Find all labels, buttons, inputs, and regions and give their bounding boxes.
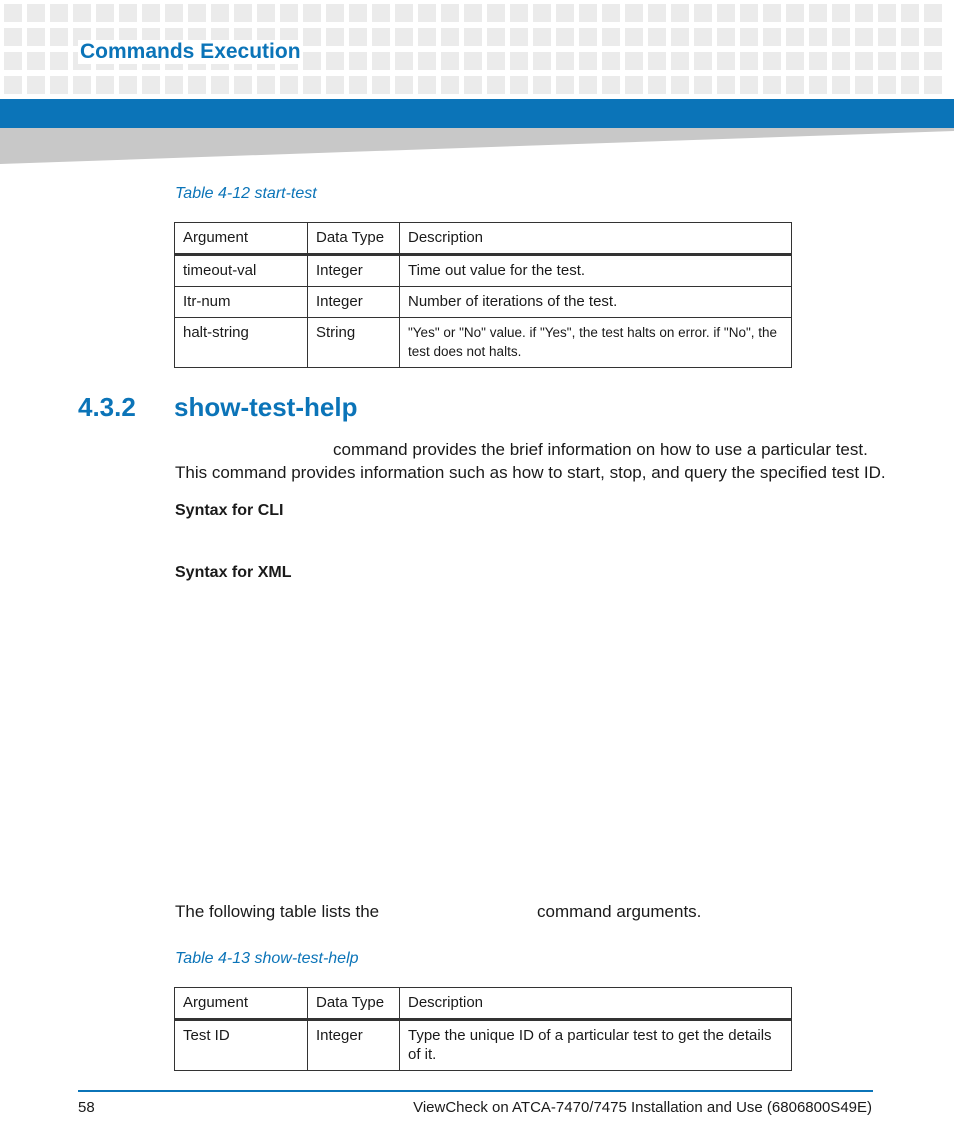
header-tile (832, 52, 850, 70)
syntax-cli-heading: Syntax for CLI (175, 502, 284, 519)
table-cell: Integer (308, 287, 400, 318)
header-tile (510, 4, 528, 22)
header-tile (556, 76, 574, 94)
header-tile (395, 28, 413, 46)
header-tile (740, 28, 758, 46)
header-tile (4, 28, 22, 46)
header-tile (50, 28, 68, 46)
header-tile (740, 4, 758, 22)
table-cell: Itr-num (175, 287, 308, 318)
header-tile (694, 76, 712, 94)
header-tile (579, 28, 597, 46)
section-heading (78, 392, 357, 423)
header-tile (648, 52, 666, 70)
header-tile (96, 4, 114, 22)
header-tile (27, 76, 45, 94)
header-tile (809, 52, 827, 70)
header-tile (50, 76, 68, 94)
header-tile (4, 52, 22, 70)
table-caption: Table 4-12 start-test (175, 185, 317, 202)
table-caption: Table 4-13 show-test-help (175, 950, 359, 967)
header-tile (27, 4, 45, 22)
header-tile (809, 76, 827, 94)
header-tile (602, 4, 620, 22)
header-tile (349, 52, 367, 70)
header-tile (694, 4, 712, 22)
header-tile (579, 76, 597, 94)
header-tile (510, 52, 528, 70)
header-tile (418, 28, 436, 46)
table-cell: Number of iterations of the test. (400, 287, 792, 318)
header-tile (602, 76, 620, 94)
header-tile (763, 52, 781, 70)
header-tile (326, 4, 344, 22)
header-tile (740, 52, 758, 70)
show-test-help-table (174, 987, 792, 1071)
header-tile (832, 28, 850, 46)
syntax-xml-heading: Syntax for XML (175, 564, 292, 581)
header-tile (73, 4, 91, 22)
section-heading-title: show-test-help (174, 392, 358, 422)
header-tile (188, 76, 206, 94)
footer-document-title: ViewCheck on ATCA-7470/7475 Installation and Use (6806800S49E) (413, 1099, 872, 1116)
header-tile (878, 28, 896, 46)
header-tile (786, 52, 804, 70)
header-tile (487, 76, 505, 94)
header-tile (50, 4, 68, 22)
header-tile (809, 4, 827, 22)
header-tile (533, 52, 551, 70)
header-tile (924, 4, 942, 22)
table-header-row (175, 223, 792, 255)
table-cell: Integer (308, 255, 400, 287)
header-tile (211, 76, 229, 94)
header-tile (625, 28, 643, 46)
header-tile (372, 28, 390, 46)
header-tile (648, 28, 666, 46)
header-tile (349, 28, 367, 46)
header-tile (372, 52, 390, 70)
header-tile (924, 28, 942, 46)
header-tile (694, 52, 712, 70)
header-tile (165, 4, 183, 22)
header-tile (602, 28, 620, 46)
header-tile (901, 28, 919, 46)
header-tile (763, 76, 781, 94)
header-tile (487, 4, 505, 22)
header-tile (96, 76, 114, 94)
column-header: Data Type (308, 223, 400, 255)
header-tile (303, 4, 321, 22)
header-tile (556, 52, 574, 70)
header-tile (211, 4, 229, 22)
header-tile (901, 52, 919, 70)
column-header: Description (400, 988, 792, 1020)
column-header: Argument (175, 988, 308, 1020)
header-tile (832, 76, 850, 94)
header-tile (27, 28, 45, 46)
intro-paragraph-line1: command provides the brief information on how to use a particular test. (333, 440, 868, 459)
header-tile (418, 4, 436, 22)
header-tile (326, 76, 344, 94)
page-number: 58 (78, 1099, 95, 1116)
table-cell: String (308, 318, 400, 368)
header-grey-swoosh (0, 128, 954, 164)
header-tile (234, 4, 252, 22)
header-tile (464, 4, 482, 22)
header-tile (441, 76, 459, 94)
header-tile (487, 28, 505, 46)
header-tile (717, 76, 735, 94)
header-tile (671, 4, 689, 22)
header-tile (855, 28, 873, 46)
header-tile (27, 52, 45, 70)
header-tile (441, 4, 459, 22)
section-number: 4.3.2 (78, 392, 136, 422)
header-tile (878, 52, 896, 70)
header-tile (165, 76, 183, 94)
running-section-title: Commands Execution (80, 40, 301, 63)
header-tile (556, 4, 574, 22)
column-header: Argument (175, 223, 308, 255)
table-intro-right: command arguments. (537, 902, 702, 921)
header-tile (901, 76, 919, 94)
header-tile (487, 52, 505, 70)
header-tile (717, 4, 735, 22)
header-tile (372, 4, 390, 22)
header-tile (717, 28, 735, 46)
header-tile (878, 76, 896, 94)
header-tile (855, 76, 873, 94)
header-tile (832, 4, 850, 22)
header-tile (809, 28, 827, 46)
table-cell: Integer (308, 1020, 400, 1071)
header-tile (142, 76, 160, 94)
table-header-row (175, 988, 792, 1020)
header-tile (395, 52, 413, 70)
header-tile (763, 4, 781, 22)
header-tile (901, 4, 919, 22)
header-tile (924, 52, 942, 70)
header-tile (878, 4, 896, 22)
header-tile (280, 4, 298, 22)
header-tile (464, 52, 482, 70)
header-tile (671, 52, 689, 70)
header-tile (625, 76, 643, 94)
header-tile (717, 52, 735, 70)
header-tile (602, 52, 620, 70)
header-tile (372, 76, 390, 94)
start-test-table (174, 222, 792, 368)
header-tile (326, 28, 344, 46)
header-tile (740, 76, 758, 94)
header-tile (119, 4, 137, 22)
header-tile (464, 76, 482, 94)
table-cell: Type the unique ID of a particular test to get the details of it. (400, 1020, 792, 1071)
header-tile (671, 28, 689, 46)
header-tile (648, 76, 666, 94)
table-row (175, 287, 792, 318)
header-tile (556, 28, 574, 46)
header-tile (188, 4, 206, 22)
header-tile (303, 52, 321, 70)
header-tile (50, 52, 68, 70)
column-header: Description (400, 223, 792, 255)
header-tile (786, 28, 804, 46)
table-row (175, 1020, 792, 1071)
table-row (175, 318, 792, 368)
header-tile (418, 52, 436, 70)
header-tile (510, 28, 528, 46)
header-blue-bar (0, 99, 954, 128)
header-tile (441, 52, 459, 70)
header-tile (349, 76, 367, 94)
header-tile (855, 52, 873, 70)
intro-paragraph-line2: This command provides information such as how to start, stop, and query the specified test ID. (175, 463, 886, 482)
header-tile (855, 4, 873, 22)
header-tile (579, 4, 597, 22)
column-header: Data Type (308, 988, 400, 1020)
header-tile (533, 28, 551, 46)
header-tile (73, 76, 91, 94)
table-cell: Test ID (175, 1020, 308, 1071)
header-tile (418, 76, 436, 94)
header-tile (395, 4, 413, 22)
header-tile (694, 28, 712, 46)
table-cell: halt-string (175, 318, 308, 368)
header-tile (625, 4, 643, 22)
table-cell: "Yes" or "No" value. if "Yes", the test halts on error. if "No", the test does not halts. (400, 318, 792, 368)
header-tile (234, 76, 252, 94)
header-tile (464, 28, 482, 46)
header-tile (786, 76, 804, 94)
header-tile (326, 52, 344, 70)
header-tile (4, 76, 22, 94)
header-tile (349, 4, 367, 22)
header-tile (533, 4, 551, 22)
header-tile (257, 4, 275, 22)
header-tile (142, 4, 160, 22)
header-tile (257, 76, 275, 94)
header-tile (786, 4, 804, 22)
table-intro-left: The following table lists the (175, 902, 380, 921)
header-tile (671, 76, 689, 94)
header-tile (441, 28, 459, 46)
header-tile (579, 52, 597, 70)
header-tile (510, 76, 528, 94)
table-cell: Time out value for the test. (400, 255, 792, 287)
footer-divider (78, 1090, 873, 1092)
header-tile (625, 52, 643, 70)
table-cell: timeout-val (175, 255, 308, 287)
header-tile (119, 76, 137, 94)
header-tile (763, 28, 781, 46)
header-tile (303, 76, 321, 94)
header-tile (4, 4, 22, 22)
header-tile (533, 76, 551, 94)
header-tile (395, 76, 413, 94)
header-tile (280, 76, 298, 94)
header-tile (924, 76, 942, 94)
table-row (175, 255, 792, 287)
header-tile (303, 28, 321, 46)
header-tile (648, 4, 666, 22)
